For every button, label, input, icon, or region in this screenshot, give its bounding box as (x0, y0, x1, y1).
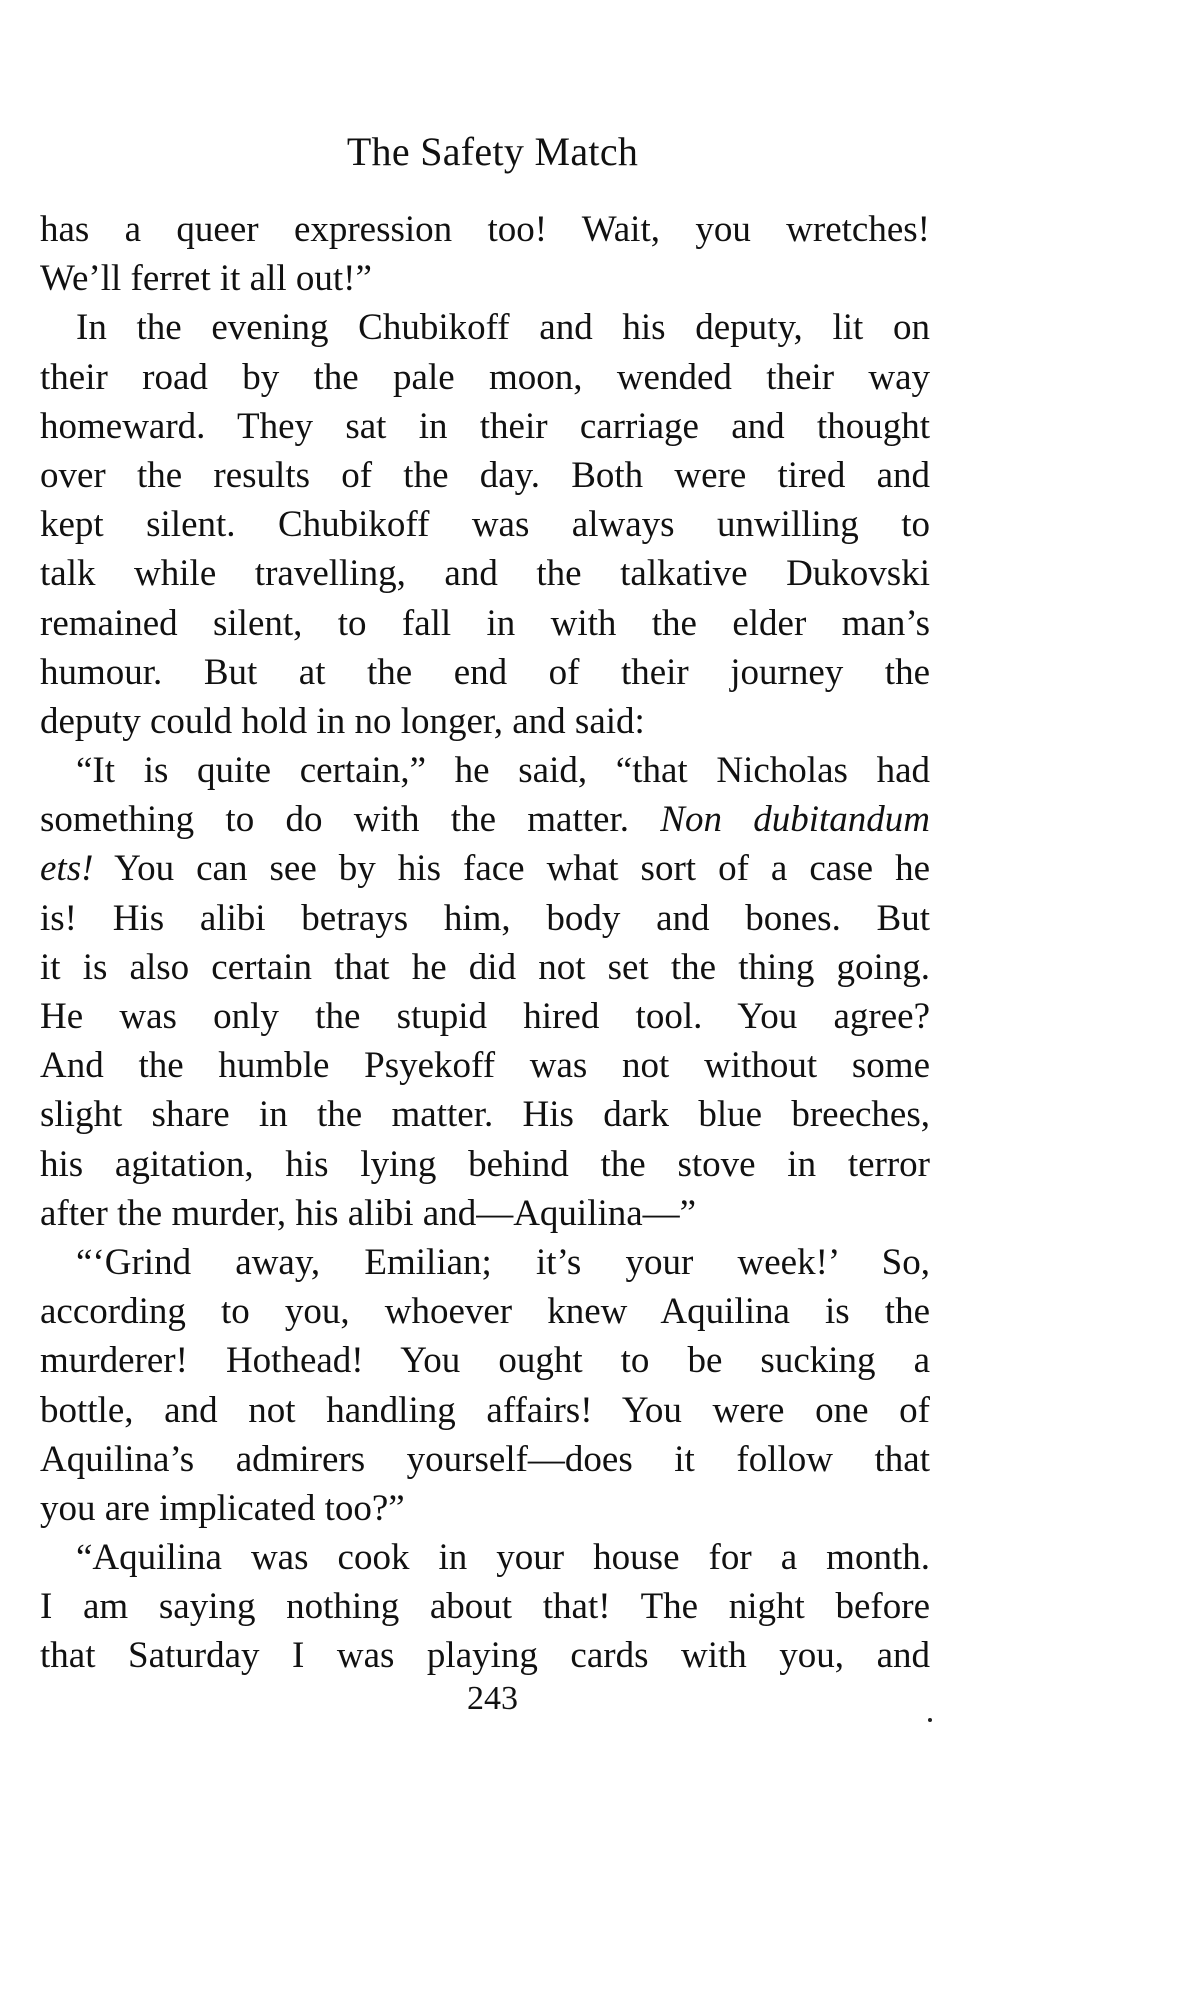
text-run: “Aquilina was cook in your house for a month. (76, 1537, 930, 1579)
text-run: homeward. They sat in their carriage and thought (40, 405, 930, 447)
text-line (40, 1336, 930, 1385)
text-run: according to you, whoever knew Aquilina is the (40, 1291, 930, 1333)
text-run: murderer! Hothead! You ought to be sucking a (40, 1340, 930, 1382)
text-line (40, 599, 930, 648)
text-run: humour. But at the end of their journey the (40, 651, 930, 693)
text-line (40, 1287, 930, 1336)
body-text (40, 205, 930, 1681)
text-run: He was only the stupid hired tool. You agree? (40, 996, 930, 1037)
text-line (40, 1631, 930, 1680)
text-line (40, 1140, 930, 1189)
print-speck (928, 1718, 932, 1722)
text-line (40, 1435, 930, 1484)
text-line (40, 1090, 930, 1139)
text-line (40, 648, 930, 697)
text-run: has a queer expression too! Wait, you wretches! (40, 209, 930, 250)
text-line (40, 1041, 930, 1090)
text-line (40, 500, 930, 549)
text-run: deputy could hold in no longer, and said: (40, 700, 645, 742)
text-line (40, 1582, 930, 1631)
text-line (40, 795, 930, 844)
text-line (40, 697, 930, 746)
text-run: that Saturday I was playing cards with you, and (40, 1635, 930, 1677)
text-run: it is also certain that he did not set the thing going. (40, 946, 930, 988)
text-run: his agitation, his lying behind the stove in terror (40, 1143, 930, 1185)
text-line (40, 205, 930, 254)
text-run: Aquilina’s admirers yourself—does it follow that (40, 1438, 930, 1480)
text-run: “‘Grind away, Emilian; it’s your week!’ So, (76, 1241, 930, 1283)
text-run: You can see by his face what sort of a case he (93, 848, 930, 890)
text-run: “It is quite certain,” he said, “that Nicholas had (76, 750, 930, 792)
text-line (40, 992, 930, 1041)
text-line (40, 1189, 930, 1238)
text-run: something to do with the matter. (40, 799, 661, 841)
text-line (40, 402, 930, 451)
text-line (40, 1484, 930, 1533)
text-run: kept silent. Chubikoff was always unwilling to (40, 504, 930, 546)
text-line (40, 451, 930, 500)
text-run: In the evening Chubikoff and his deputy, lit on (76, 307, 930, 349)
text-line (40, 1386, 930, 1435)
italic-text: Non dubitandum (660, 799, 930, 841)
text-run: We’ll ferret it all out!” (40, 258, 372, 300)
text-run: their road by the pale moon, wended their way (40, 356, 930, 398)
text-run: talk while travelling, and the talkative Dukovski (40, 553, 930, 595)
text-run: you are implicated too?” (40, 1487, 405, 1529)
text-line (40, 1533, 930, 1582)
text-run: is! His alibi betrays him, body and bones. But (40, 897, 930, 939)
text-run: slight share in the matter. His dark blue breeches, (40, 1094, 930, 1136)
text-run: over the results of the day. Both were tired and (40, 454, 930, 496)
text-run: I am saying nothing about that! The night before (40, 1586, 930, 1628)
text-run: bottle, and not handling affairs! You were one of (40, 1389, 930, 1431)
text-run: And the humble Psyekoff was not without some (40, 1045, 930, 1087)
text-line (40, 303, 930, 352)
text-line (40, 1238, 930, 1287)
italic-text: ets! (40, 848, 94, 890)
text-line (40, 894, 930, 943)
text-line (40, 844, 930, 893)
text-run: after the murder, his alibi and—Aquilina—” (40, 1192, 697, 1234)
text-line (40, 254, 930, 303)
text-line (40, 746, 930, 795)
text-line (40, 353, 930, 402)
text-line (40, 549, 930, 598)
running-head: The Safety Match (346, 129, 639, 174)
text-run: remained silent, to fall in with the elder man’s (40, 602, 930, 644)
text-line (40, 943, 930, 992)
page-number: 243 (467, 1680, 518, 1717)
